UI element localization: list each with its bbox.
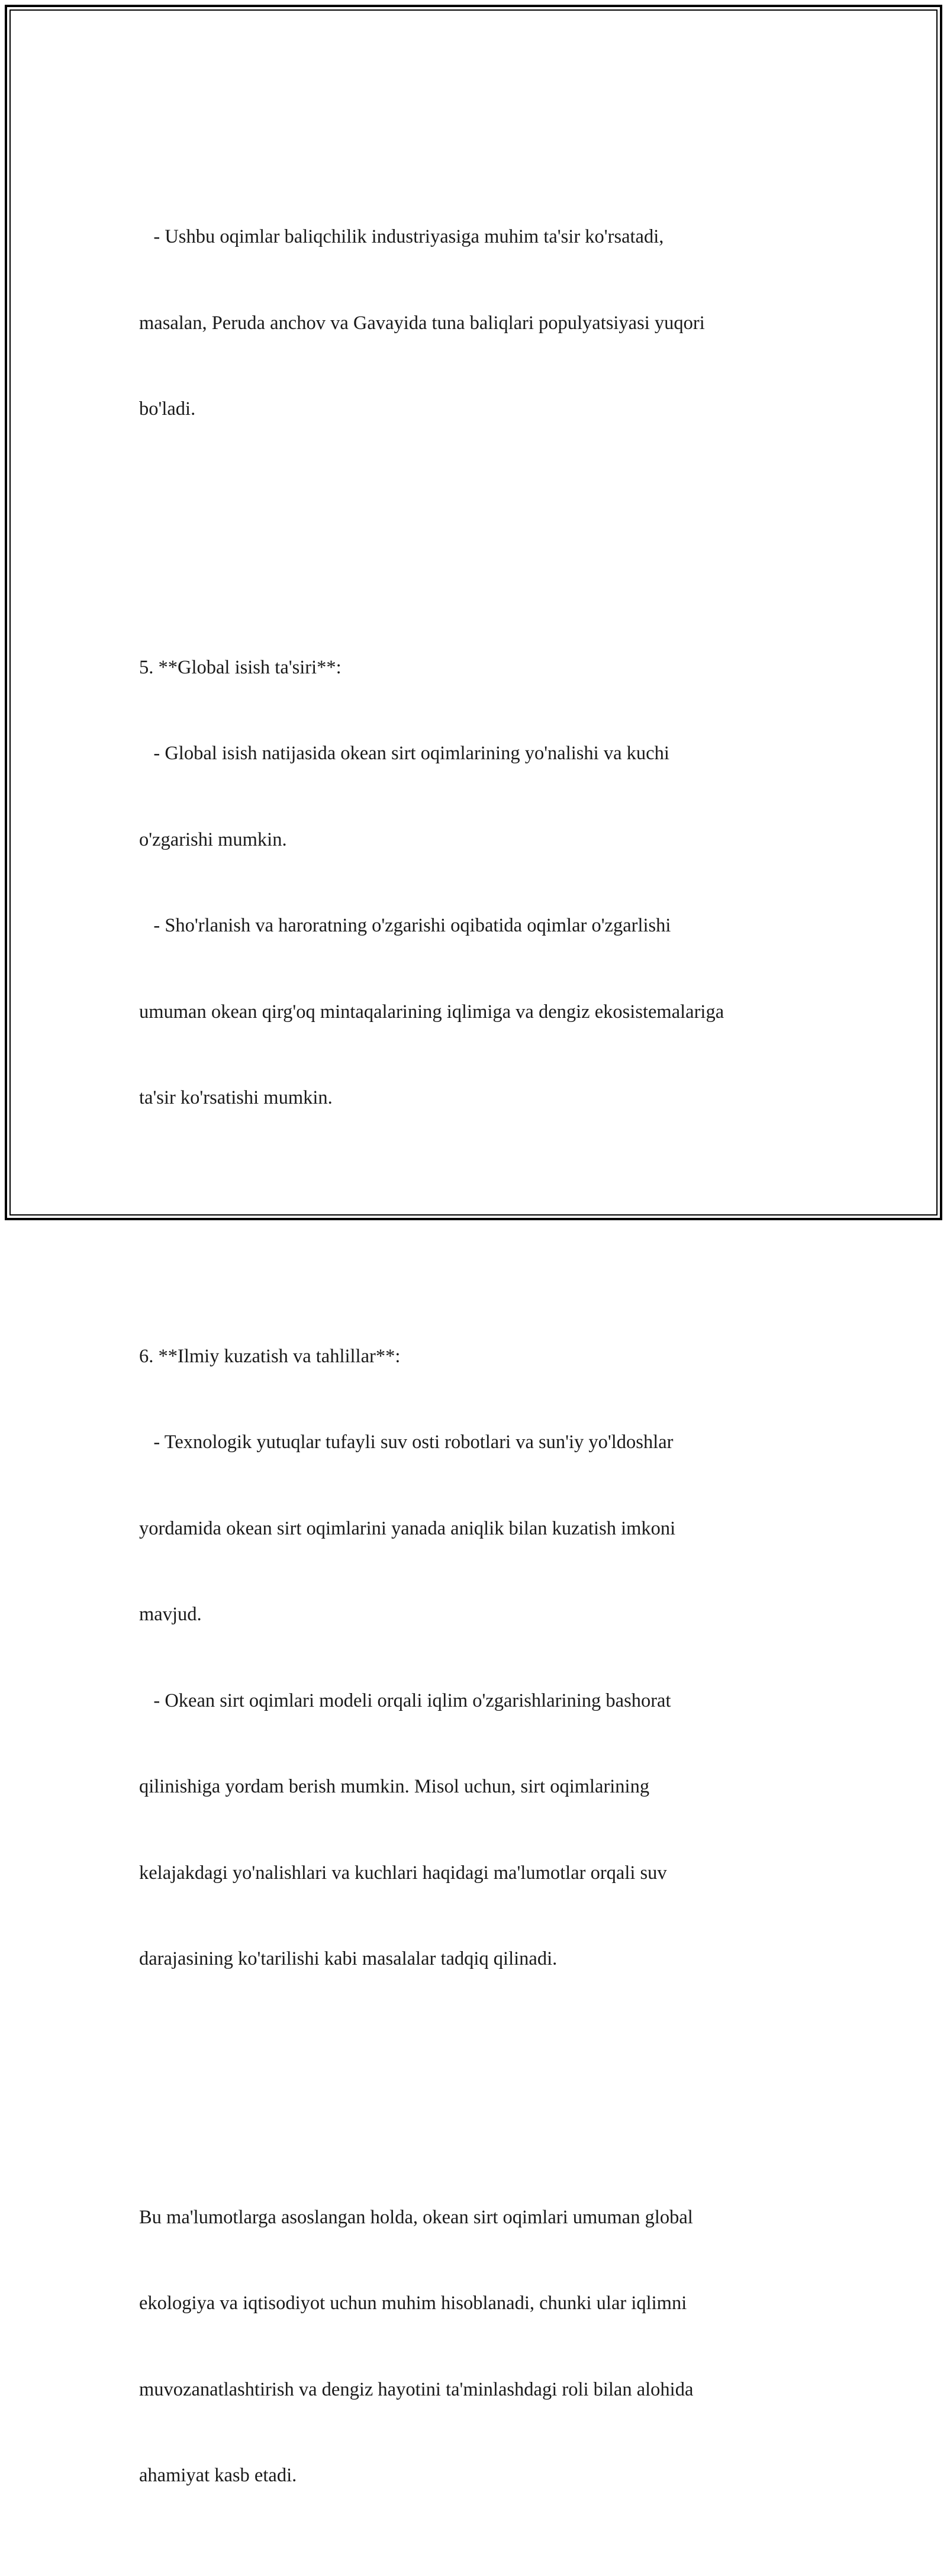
section-heading: 5. **Global isish ta'siri**: bbox=[139, 656, 342, 678]
text-line: - Global isish natijasida okean sirt oqimlarining yo'nalishi va kuchi bbox=[139, 743, 669, 764]
document-body bbox=[139, 108, 817, 2576]
paragraph-conclusion bbox=[139, 2146, 817, 2548]
text-line: yordamida okean sirt oqimlarini yanada aniqlik bilan kuzatish imkoni bbox=[139, 1517, 676, 1539]
text-line: mavjud. bbox=[139, 1604, 202, 1625]
paragraph-fishing-impact bbox=[139, 165, 817, 481]
text-line: - Texnologik yutuqlar tufayli suv osti robotlari va sun'iy yo'ldoshlar bbox=[139, 1432, 674, 1453]
text-line: umuman okean qirg'oq mintaqalarining iqlimiga va dengiz ekosistemalariga bbox=[139, 1001, 724, 1023]
text-line: ta'sir ko'rsatishi mumkin. bbox=[139, 1087, 333, 1108]
text-line: muvozanatlashtirish va dengiz hayotini ta'minlashdagi roli bilan alohida bbox=[139, 2378, 694, 2400]
text-line: - Ushbu oqimlar baliqchilik industriyasiga muhim ta'sir ko'rsatadi, bbox=[139, 226, 664, 247]
section-global-warming bbox=[139, 596, 817, 1170]
text-line: darajasining ko'tarilishi kabi masalalar tadqiq qilinadi. bbox=[139, 1948, 558, 1969]
text-line: ekologiya va iqtisodiyot uchun muhim hisoblanadi, chunki ular iqlimni bbox=[139, 2293, 687, 2314]
text-line: - Sho'rlanish va haroratning o'zgarishi oqibatida oqimlar o'zgarlishi bbox=[139, 915, 671, 936]
text-line: qilinishiga yordam berish mumkin. Misol uchun, sirt oqimlarining bbox=[139, 1776, 650, 1797]
text-line: masalan, Peruda anchov va Gavayida tuna baliqlari populyatsiyasi yuqori bbox=[139, 312, 705, 334]
text-line: - Okean sirt oqimlari modeli orqali iqlim o'zgarishlarining bashorat bbox=[139, 1690, 671, 1711]
text-line: o'zgarishi mumkin. bbox=[139, 828, 287, 850]
text-line: kelajakdagi yo'nalishlari va kuchlari haqidagi ma'lumotlar orqali suv bbox=[139, 1862, 667, 1884]
text-line: Bu ma'lumotlarga asoslangan holda, okean sirt oqimlari umuman global bbox=[139, 2206, 693, 2228]
text-line: ahamiyat kasb etadi. bbox=[139, 2465, 297, 2486]
section-scientific-observation bbox=[139, 1285, 817, 2031]
section-heading: 6. **Ilmiy kuzatish va tahlillar**: bbox=[139, 1345, 401, 1367]
text-line: bo'ladi. bbox=[139, 398, 196, 420]
